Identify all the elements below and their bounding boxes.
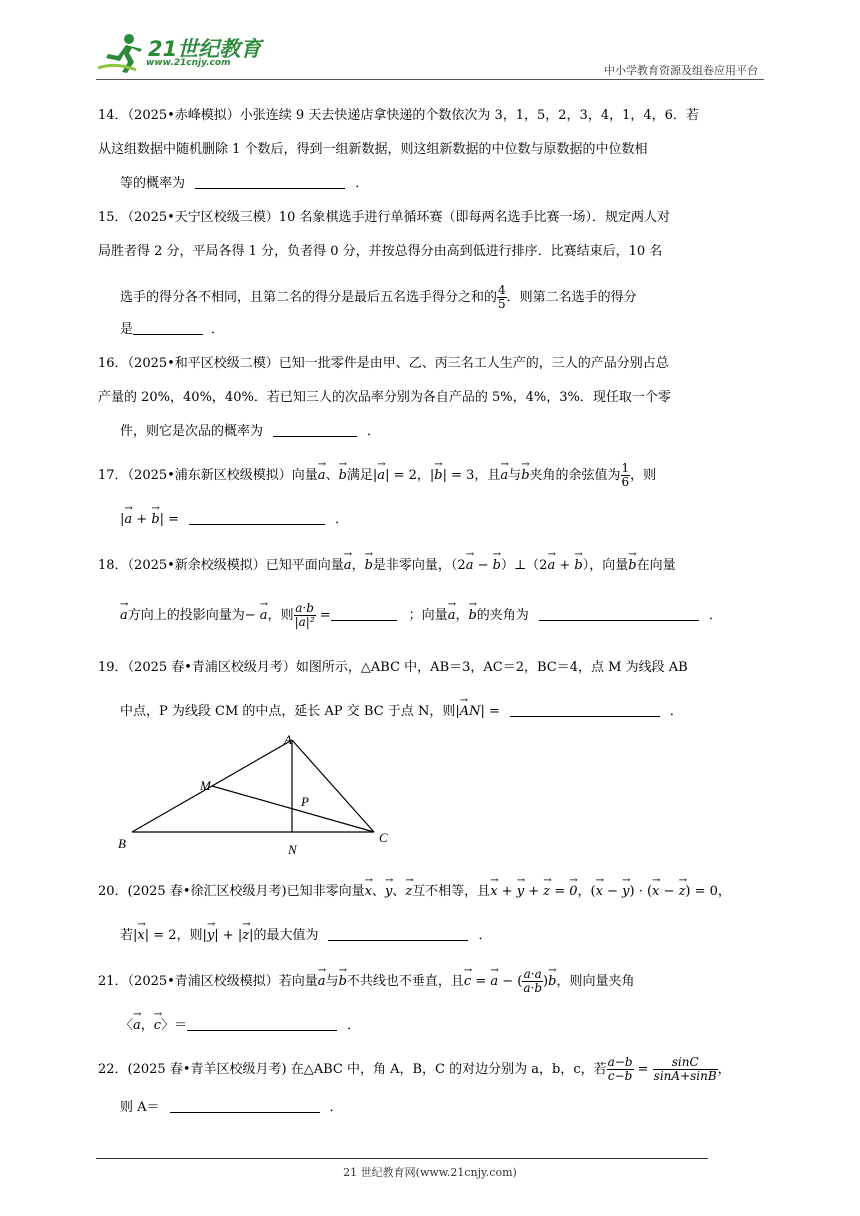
vector-zero: → 0 [569, 880, 577, 902]
q16-text: 件，则它是次品的概率为 [120, 424, 264, 439]
footer-divider [96, 1158, 708, 1159]
q18-text-9: 的夹角为 [476, 608, 529, 623]
q15-text-2: ．则第二名选手的得分 [506, 290, 637, 305]
vector-b: → b [521, 464, 529, 486]
q21-text: 21．（2025•青浦区校级模拟）若向量 [98, 974, 318, 989]
q18-text-8: ；向量 [408, 608, 448, 623]
q16-line-3 [120, 422, 788, 442]
vector-b: → b [339, 970, 347, 992]
q20-sep-2: 、 [392, 884, 406, 899]
q22-text: 22．(2025 春•青羊区校级月考) 在△ABC 中，角 A，B，C 的对边分别为 a，b，c，若 [98, 1062, 607, 1077]
vector-a: → a [344, 554, 352, 576]
answer-blank-14[interactable] [195, 174, 345, 189]
q15-end: ． [211, 322, 225, 337]
q16-end: ． [367, 424, 381, 439]
runner-logo-icon [96, 32, 146, 76]
vector-b: → b [548, 970, 556, 992]
q22-end: ． [329, 1100, 343, 1115]
vector-x: → x [596, 880, 603, 902]
q19-end: ． [669, 704, 683, 719]
label-B: B [118, 836, 126, 851]
q20-text-5: ) = 0， [685, 884, 731, 899]
q22-comma: ， [717, 1062, 731, 1077]
fraction-numerator: 4 [498, 283, 506, 297]
q17-text-6: 夹角的余弦值为 [529, 468, 621, 483]
fraction-a-minus-b [607, 1056, 634, 1083]
q21-end: ． [347, 1018, 361, 1033]
vector-c: → c [464, 970, 471, 992]
q17-text-7: ，则 [630, 468, 657, 483]
answer-blank-19[interactable] [510, 702, 660, 717]
q18-line-2 [120, 602, 788, 629]
q15-line-3 [120, 284, 788, 311]
q18-end: ． [708, 608, 722, 623]
question-19 [98, 658, 766, 678]
q15-line-2: 局胜者得 2 分，平局各得 1 分，负者得 0 分，并按总得分由高到低进行排序．比赛结束后，10 名 [98, 244, 663, 259]
q18-text-5: 在向量 [636, 558, 676, 573]
q18-minus: − [473, 558, 493, 573]
q20-text-2: 互不相等，且 [412, 884, 491, 899]
vector-b: → b [574, 554, 582, 576]
q17-line-2 [120, 508, 788, 530]
q18-text-4: ），向量 [582, 558, 629, 573]
q20-plus-2: + [524, 884, 544, 899]
q21-paren: ) [543, 974, 549, 989]
segment-CM [212, 786, 374, 832]
label-C: C [379, 830, 388, 845]
q19-equals: | = [480, 704, 500, 719]
q20-text-3: ，( [577, 884, 596, 899]
q20-minus-2: − [659, 884, 679, 899]
q18-sep-2: ， [455, 608, 469, 623]
vector-z: → z [242, 924, 249, 946]
question-22 [98, 1056, 766, 1083]
answer-blank-17[interactable] [189, 510, 325, 525]
q22-line-2 [120, 1098, 788, 1118]
q21-text-4: ，则向量夹角 [556, 974, 635, 989]
q18-sep: ， [351, 558, 365, 573]
vector-a: → a [377, 464, 385, 486]
answer-blank-22[interactable] [170, 1098, 320, 1113]
fraction-denominator: sinA+sinB [653, 1069, 717, 1083]
answer-blank-16[interactable] [273, 422, 357, 437]
question-20 [98, 880, 766, 902]
q15-line-1: 15．（2025•天宁区校级三模）10 名象棋选手进行单循环赛（即每两名选手比赛一场）．规定两人对 [98, 210, 670, 225]
q20-text-4: ) · ( [629, 884, 653, 899]
question-21 [98, 968, 766, 995]
q14-line-2-wrap [98, 140, 766, 160]
q17-end: ． [335, 512, 349, 527]
vector-b: → b [365, 554, 373, 576]
answer-blank-20[interactable] [328, 926, 468, 941]
q21-text-2: 与 [325, 974, 339, 989]
triangle-figure [112, 730, 402, 860]
vector-z: → z [543, 880, 550, 902]
logo-url: www.21cnjy.com [146, 58, 231, 68]
vector-a: → a [124, 508, 132, 530]
page-footer[interactable]: 21 世纪教育网(www.21cnjy.com) [343, 1166, 517, 1179]
q20-end: ． [478, 928, 492, 943]
q20-text: 20．(2025 春•徐汇区校级月考)已知非零向量 [98, 884, 365, 899]
vector-b: → b [434, 464, 442, 486]
q21-angle-open: 〈 [120, 1018, 134, 1033]
question-16 [98, 354, 766, 374]
platform-name: 中小学教育资源及组卷应用平台 [604, 64, 758, 77]
vector-x: → x [137, 924, 144, 946]
vector-a: → a [318, 970, 326, 992]
q15-text: 选手的得分各不相同，且第二名的得分是最后五名选手得分之和的 [120, 290, 498, 305]
q18-text-2: 是非零向量，（2 [372, 558, 466, 573]
vector-a: → a [120, 604, 128, 626]
fraction-dot-over-norm [294, 602, 316, 629]
q14-line-2: 从这组数据中随机删除 1 个数后，得到一组新数据，则这组新数据的中位数与原数据的中位数相 [98, 142, 648, 157]
q18-text-7: ，则 [267, 608, 294, 623]
label-P: P [301, 794, 309, 809]
vector-x: → x [365, 880, 372, 902]
q18-plus: + [555, 558, 575, 573]
q17-sep: 、 [325, 468, 339, 483]
q20-equals: = [550, 884, 570, 899]
answer-blank-18a[interactable] [331, 606, 397, 621]
question-18 [98, 554, 766, 576]
fraction-sin [653, 1056, 718, 1083]
vector-a: → a [490, 970, 498, 992]
q16-line-2: 产量的 20%，40%，40%．若已知三人的次品率分别为各自产品的 5%，4%，3%．现任取一个零 [98, 390, 671, 405]
q20-sep: 、 [371, 884, 385, 899]
fraction-numerator: sinC [653, 1056, 718, 1070]
fraction-denominator: |a|² [294, 615, 315, 629]
q17-plus: + [132, 512, 152, 527]
q18-text-3: ）⊥（2 [500, 558, 548, 573]
q21-text-3: 不共线也不垂直，且 [346, 974, 464, 989]
fraction-denominator: c−b [607, 1069, 633, 1083]
logo-text: 21世纪教育 [148, 37, 262, 61]
fraction-denominator: 6 [621, 475, 630, 489]
fraction-denominator: a·b [523, 981, 543, 995]
vector-z: → z [679, 880, 686, 902]
fraction-numerator: 1 [621, 461, 630, 475]
question-14 [98, 106, 766, 126]
answer-blank-15[interactable] [133, 320, 203, 335]
q20-text-7: | = 2，则| [144, 928, 207, 943]
vector-a: → a [547, 554, 555, 576]
q18-text: 18．（2025•新余校级模拟）已知平面向量 [98, 558, 344, 573]
q21-angle-close: 〉＝ [161, 1018, 188, 1033]
q17-text-5: 与 [508, 468, 522, 483]
vector-y: → y [517, 880, 524, 902]
q20-text-9: |的最大值为 [249, 928, 319, 943]
vector-b: → b [339, 464, 347, 486]
fraction-numerator: a·a [523, 967, 542, 981]
vector-a: → a [466, 554, 474, 576]
q14-text: 等的概率为 [120, 176, 186, 191]
q22-text-2: 则 A＝ [120, 1100, 160, 1115]
fraction-1-6 [621, 462, 631, 489]
q20-minus: − [602, 884, 623, 899]
q14-line-1: 14．（2025•赤峰模拟）小张连续 9 天去快递店拿快递的个数依次为 3，1，5，2，3，4，1，4，6．若 [98, 108, 699, 123]
q21-sep: ， [140, 1018, 154, 1033]
vector-c: → c [154, 1014, 161, 1036]
q17-abs-close: | = [159, 512, 180, 527]
answer-blank-18b[interactable] [539, 606, 699, 621]
q21-minus: − ( [498, 974, 523, 989]
q19-text: 中点，P 为线段 CM 的中点，延长 AP 交 BC 于点 N，则| [120, 704, 460, 719]
q18-equals: = [315, 608, 331, 623]
q15-text-3: 是 [120, 322, 134, 337]
fraction-numerator: a−b [607, 1055, 633, 1069]
vector-a: → a [318, 464, 326, 486]
vector-a: → a [448, 604, 456, 626]
q19-line-2 [120, 700, 788, 722]
vector-AN: → AN [460, 700, 481, 722]
fraction-denominator: 5 [498, 297, 506, 311]
q17-text-4: | = 3，且 [442, 468, 501, 483]
vector-y: → y [385, 880, 392, 902]
header-divider [96, 79, 764, 80]
q20-plus: + [497, 884, 517, 899]
label-M: M [200, 778, 211, 793]
q16-line-2-wrap [98, 388, 766, 408]
q17-text-2: 满足| [346, 468, 378, 483]
q14-end: ． [355, 176, 369, 191]
side-AC [292, 740, 374, 832]
q18-text-6: 方向上的投影向量为− [127, 608, 260, 623]
vector-y: → y [622, 880, 629, 902]
question-15 [98, 208, 766, 228]
vector-b: → b [468, 604, 476, 626]
question-17 [98, 462, 766, 489]
q17-text: 17．（2025•浦东新区校级模拟）向量 [98, 468, 318, 483]
fraction-aa-over-ab [522, 968, 543, 995]
q16-line-1: 16．（2025•和平区校级二模）已知一批零件是由甲、乙、丙三名工人生产的，三人的产品分别占总 [98, 356, 669, 371]
answer-blank-21[interactable] [187, 1016, 337, 1031]
q15-line-4 [120, 320, 788, 340]
q15-line-2-wrap [98, 242, 766, 262]
label-N: N [288, 842, 297, 857]
fraction-4-5 [497, 284, 507, 311]
site-logo[interactable] [96, 32, 266, 76]
q21-line-2 [120, 1014, 788, 1036]
q19-line-1: 19．（2025 春•青浦区校级月考）如图所示，△ABC 中，AB＝3，AC＝2，BC＝4，点 M 为线段 AB [98, 660, 688, 675]
vector-y: → y [207, 924, 214, 946]
q22-equals: = [633, 1062, 653, 1077]
vector-a: → a [260, 604, 268, 626]
vector-b: → b [151, 508, 159, 530]
fraction-numerator: a·b [295, 601, 314, 615]
q21-equals: = [471, 974, 491, 989]
vector-x: → x [490, 880, 497, 902]
q20-line-2 [120, 924, 788, 946]
vector-a: → a [133, 1014, 141, 1036]
q20-text-6: 若| [120, 928, 138, 943]
label-A: A [284, 732, 292, 747]
q20-text-8: | + | [214, 928, 243, 943]
q14-line-3 [120, 174, 788, 194]
vector-a: → a [500, 464, 508, 486]
vector-b: → b [628, 554, 636, 576]
q17-abs-open: | [120, 512, 125, 527]
q17-text-3: | = 2，| [385, 468, 435, 483]
vector-x: → x [652, 880, 659, 902]
vector-b: → b [493, 554, 501, 576]
page-header [96, 32, 764, 80]
vector-z: → z [405, 880, 412, 902]
